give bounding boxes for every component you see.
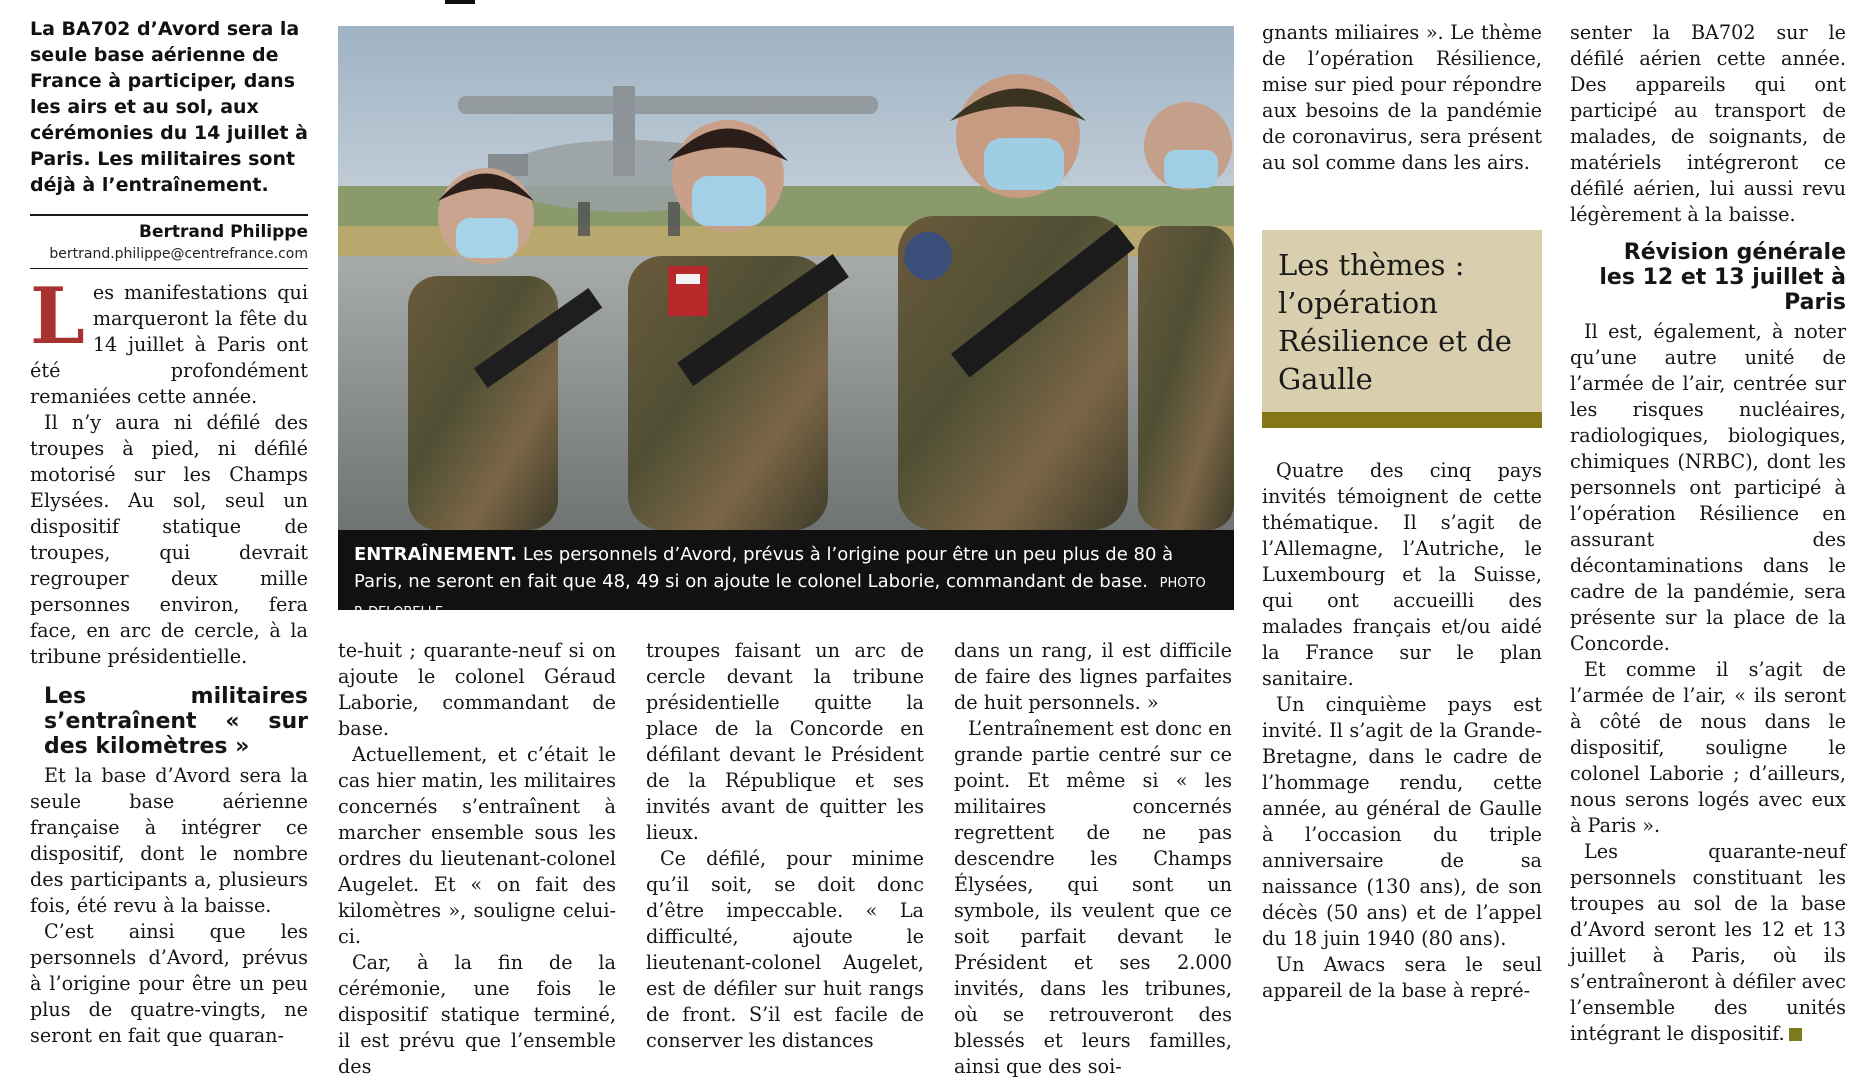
photo-caption: [338, 530, 1234, 620]
soldier-far-right: [1138, 102, 1234, 530]
paragraph: Et la base d’Avord sera la seule base aérienne française à intégrer ce dispositif, dont le nombre des participants a, plusieurs fois, été revu à la baisse.: [30, 764, 308, 917]
paragraph: te-huit ; quarante-neuf si on ajoute le colonel Géraud Laborie, commandant de base.: [338, 639, 616, 740]
theme-box-title: Les thèmes : l’opération Résilience et de Gaulle: [1278, 248, 1512, 396]
lead-text: es manifestations qui marqueront la fête du 14 juillet à Paris ont été profondément remaniées cette année.: [30, 281, 308, 408]
caption-text: Les personnels d’Avord, prévus à l’origine pour être un peu plus de 80 à Paris, ne seront en fait que 48, 49 si on ajoute le colonel Laborie, commandant de base.: [354, 544, 1174, 592]
column-4: [954, 638, 1232, 1080]
paragraph: gnants miliaires ». Le thème de l’opération Résilience, mise sur pied pour répondre aux besoins de la pandémie de coronavirus, sera présent au sol comme dans les airs.: [1262, 21, 1542, 174]
paragraph: Ce défilé, pour minime qu’il soit, se doit donc d’être impeccable. « La difficulté, ajoute le lieutenant-colonel Augelet, est de défiler sur huit rangs de front. S’il est facile de conserver les distances: [646, 847, 924, 1052]
paragraph: Il est, également, à noter qu’une autre unité de l’armée de l’air, centrée sur les risques nucléaires, radiologiques, biologiques, chimiques (NRBC), dont les personnels ont participé à l’opération Résilience en assurant des décontaminations dans le cadre de la pandémie, sera présente sur la place de la Concorde.: [1570, 320, 1846, 655]
paragraph: C’est ainsi que les personnels d’Avord, prévus à l’origine pour être un peu plus de quatre-vingts, ne seront en fait que quaran-: [30, 920, 308, 1047]
headline-fragment: [445, 0, 475, 4]
article-intro: La BA702 d’Avord sera la seule base aérienne de France à participer, dans les airs et au sol, aux cérémonies du 14 juillet à Paris. Les militaires sont déjà à l’entraînement.: [30, 18, 308, 196]
paragraph: troupes faisant un arc de cercle devant la tribune présidentielle quitte la place de la Concorde en défilant devant le Président de la République et ses invités avant de quitter les lieux.: [646, 639, 924, 844]
column-1: [30, 271, 308, 1049]
paragraph: Un cinquième pays est invité. Il s’agit de la Grande-Bretagne, dans le cadre de l’hommage rendu, cette année, au général de Gaulle à l’occasion du triple anniversaire de sa naissance (130 ans), de son décès (50 ans) et de l’appel du 18 juin 1940 (80 ans).: [1262, 693, 1542, 950]
subheading: Révision générale les 12 et 13 juillet à Paris: [1599, 240, 1846, 315]
byline-email[interactable]: bertrand.philippe@centrefrance.com: [49, 246, 308, 262]
article-photo: [338, 26, 1234, 530]
soldiers-training-photo: [338, 26, 1234, 530]
end-of-article-square-icon: [1789, 1028, 1802, 1041]
paragraph: Un Awacs sera le seul appareil de la base à repré-: [1262, 953, 1542, 1002]
paragraph: Et comme il s’agit de l’armée de l’air, « ils seront à côté de nous dans le dispositif, souligne le colonel Laborie ; d’ailleurs, nous serons logés avec eux à Paris ».: [1570, 658, 1846, 837]
paragraph: dans un rang, il est difficile de faire des lignes parfaites de huit personnels. »: [954, 639, 1232, 714]
paragraph: Car, à la fin de la cérémonie, une fois le dispositif statique terminé, il est prévu que l’ensemble des: [338, 951, 616, 1078]
theme-box-band: [1262, 412, 1542, 428]
subheading: Les militaires s’entraînent « sur des kilomètres »: [44, 684, 308, 759]
photo-credit: PHOTO P. DELOBELLE: [354, 576, 1206, 620]
paragraph: Actuellement, et c’était le cas hier matin, les militaires concernés s’entraînent à marcher ensemble sous les ordres du lieutenant-colonel Augelet. Et « on fait des kilomètres », souligne celui-ci.: [338, 743, 616, 948]
theme-box: [1262, 230, 1542, 428]
byline-divider: [30, 268, 308, 269]
column-2: [338, 638, 616, 1080]
intro-divider: [30, 214, 308, 216]
paragraph: Il n’y aura ni défilé des troupes à pied, ni défilé motorisé sur les Champs Elysées. Au sol, seul un dispositif statique de troupes, qui devrait regrouper deux mille personnes environ, fera face, en arc de cercle, à la tribune présidentielle.: [30, 411, 308, 668]
paragraph: senter la BA702 sur le défilé aérien cette année. Des appareils qui ont participé au transport de malades, de soignants, de matériels intégreront ce défilé aérien, lui aussi revu légèrement à la baisse.: [1570, 21, 1846, 226]
lead-paragraph: [30, 271, 308, 410]
byline-author: Bertrand Philippe: [139, 222, 308, 242]
paragraph-final: [1570, 839, 1846, 1047]
paragraph: L’entraînement est donc en grande partie centré sur ce point. Et même si « les militaires concernés regrettent de ne pas descendre les Champs Élysées, qui sont un symbole, ils veulent que ce soit parfait devant le Président et ses 2.000 invités, dans les tribunes, où se retrouveront des blessés et leurs familles, ainsi que des soi-: [954, 717, 1232, 1078]
column-3: [646, 638, 924, 1054]
paragraph-text: Les quarante-neuf personnels constituant les troupes au sol de la base d’Avord seront les 12 et 13 juillet à Paris, où ils s’entraîneront à défiler avec l’ensemble des unités intégrant le dispositif.: [1570, 840, 1846, 1045]
column-6: [1570, 20, 1846, 1047]
column-5-top: [1262, 20, 1542, 176]
caption-kicker: ENTRAÎNEMENT.: [354, 544, 518, 565]
drop-cap: L: [30, 271, 85, 362]
column-5-bottom: [1262, 458, 1542, 1004]
paragraph: Quatre des cinq pays invités témoignent de cette thématique. Il s’agit de l’Allemagne, l’Autriche, le Luxembourg et la Suisse, qui ont accueilli des malades français et/ou aidé la France sur le plan sanitaire.: [1262, 459, 1542, 690]
